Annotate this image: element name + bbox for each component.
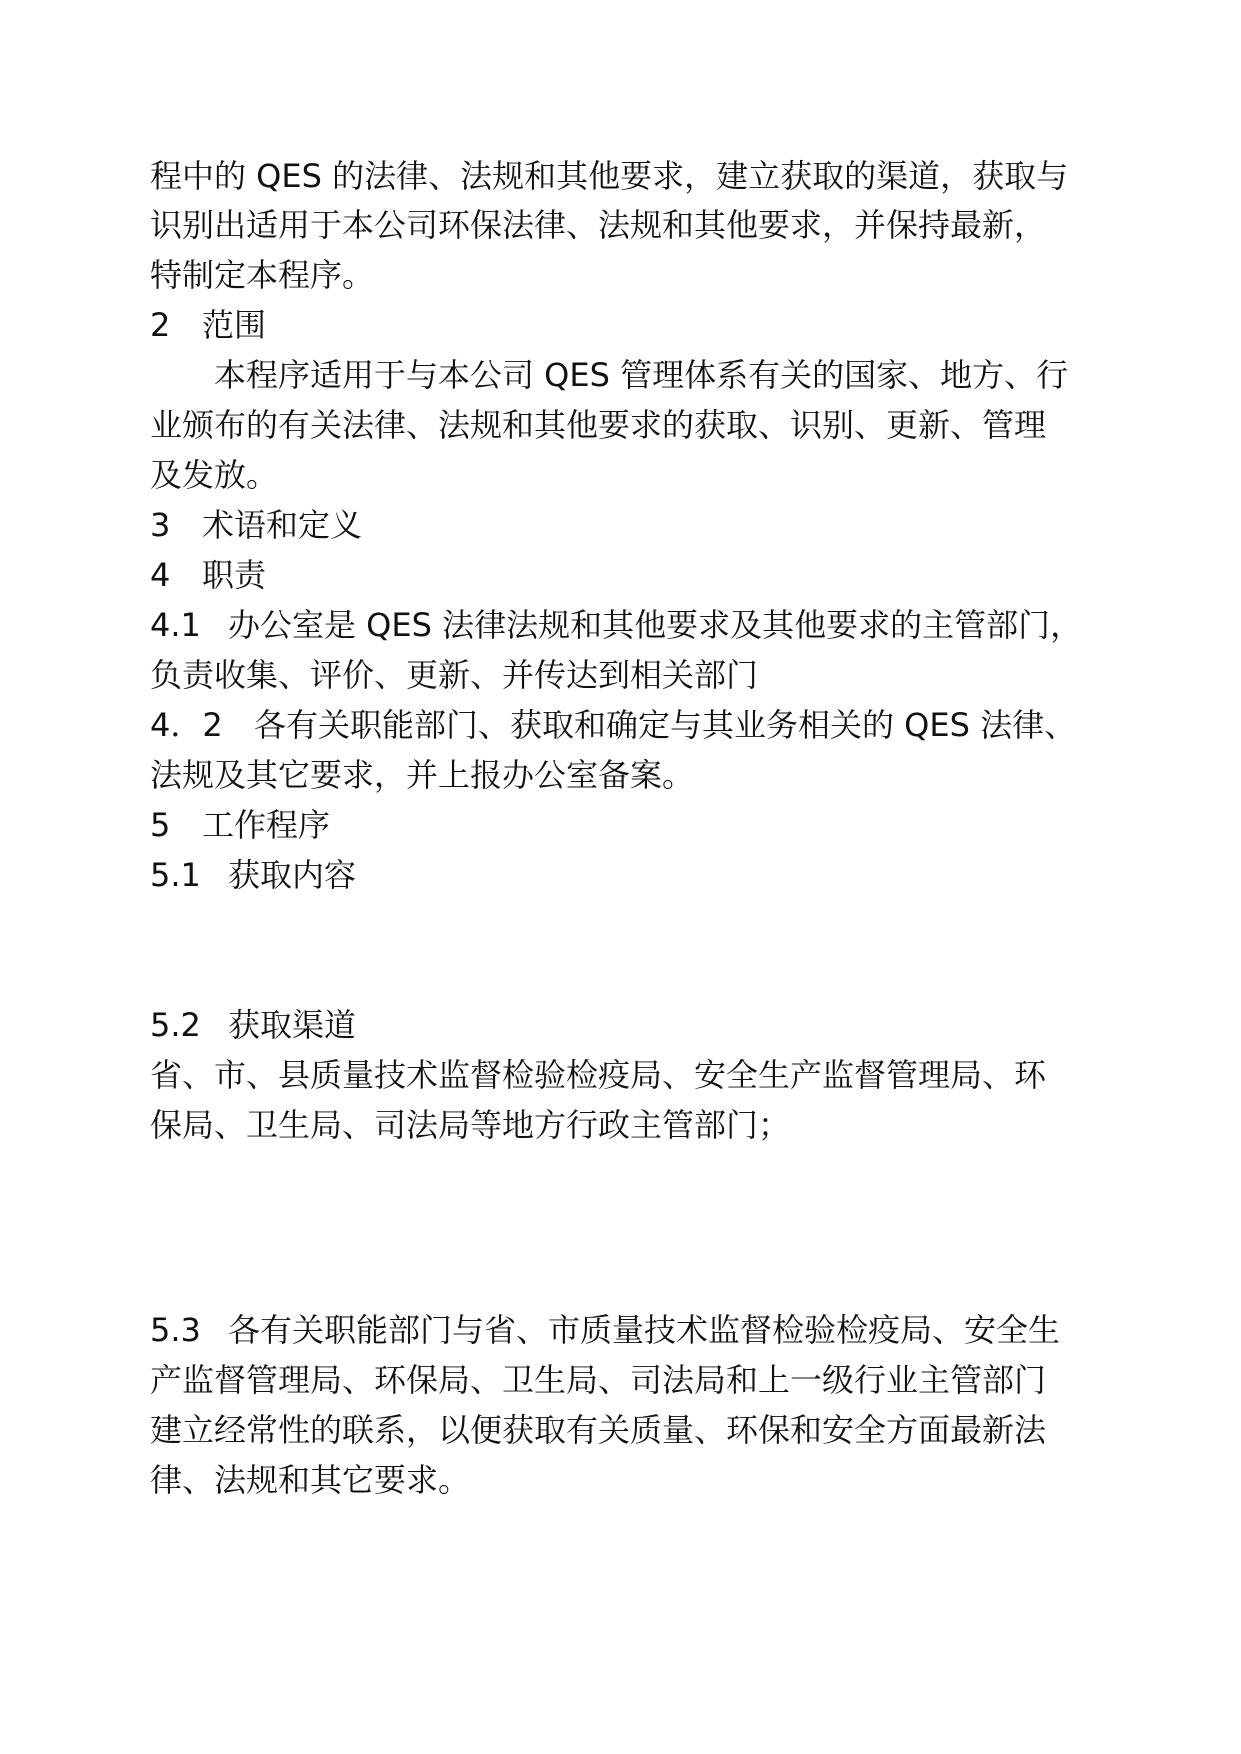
section-2-line-2: 业颁布的有关法律、法规和其他要求的获取、识别、更新、管理 xyxy=(150,406,1047,444)
section-4-2-number: 4．2 xyxy=(150,706,223,744)
section-5-3-line-2: 产监督管理局、环保局、卫生局、司法局和上一级行业主管部门 xyxy=(150,1361,1047,1399)
section-4-title: 职责 xyxy=(202,556,267,594)
section-2-title: 范围 xyxy=(202,306,267,344)
section-2-number: 2 xyxy=(150,306,171,344)
purpose-line-2: 识别出适用于本公司环保法律、法规和其他要求，并保持最新， xyxy=(150,206,1047,244)
section-5-2-title: 获取渠道 xyxy=(228,1006,357,1044)
section-4-number: 4 xyxy=(150,556,171,594)
section-2-heading xyxy=(150,305,266,345)
section-4-heading xyxy=(150,555,266,595)
section-5-3-line-3: 建立经常性的联系，以便获取有关质量、环保和安全方面最新法 xyxy=(150,1411,1047,1449)
section-3-number: 3 xyxy=(150,506,171,544)
section-4-1-line-1 xyxy=(150,605,1082,645)
section-5-2-number: 5.2 xyxy=(150,1006,201,1044)
section-4-2-line-2: 法规及其它要求，并上报办公室备案。 xyxy=(150,756,695,794)
section-5-1-heading xyxy=(150,855,356,895)
section-5-3-line-4: 律、法规和其它要求。 xyxy=(150,1461,471,1499)
section-5-2-heading xyxy=(150,1005,356,1045)
section-4-2-line-1 xyxy=(150,705,1076,745)
section-5-number: 5 xyxy=(150,806,171,844)
section-3-title: 术语和定义 xyxy=(202,506,363,544)
section-4-1-number: 4.1 xyxy=(150,606,201,644)
section-5-3-number: 5.3 xyxy=(150,1311,201,1349)
section-5-3-line-1 xyxy=(150,1310,1060,1350)
section-5-3-text: 各有关职能部门与省、市质量技术监督检验检疫局、安全生 xyxy=(228,1311,1061,1349)
section-5-title: 工作程序 xyxy=(202,806,331,844)
section-3-heading xyxy=(150,505,362,545)
section-4-1-line-2: 负责收集、评价、更新、并传达到相关部门 xyxy=(150,656,759,694)
section-5-1-title: 获取内容 xyxy=(228,856,357,894)
purpose-line-3: 特制定本程序。 xyxy=(150,256,375,294)
purpose-line-1: 程中的 QES 的法律、法规和其他要求，建立获取的渠道，获取与 xyxy=(150,157,1069,195)
section-5-heading xyxy=(150,805,330,845)
section-5-2-line-1: 省、市、县质量技术监督检验检疫局、安全生产监督管理局、环 xyxy=(150,1056,1047,1094)
section-4-2-text: 各有关职能部门、获取和确定与其业务相关的 QES 法律、 xyxy=(254,706,1077,744)
section-5-2-line-2: 保局、卫生局、司法局等地方行政主管部门； xyxy=(150,1106,791,1144)
section-2-line-1: 本程序适用于与本公司 QES 管理体系有关的国家、地方、行 xyxy=(214,356,1069,394)
section-4-1-text: 办公室是 QES 法律法规和其他要求及其他要求的主管部门， xyxy=(228,606,1083,644)
section-5-1-number: 5.1 xyxy=(150,856,201,894)
section-2-line-3: 及发放。 xyxy=(150,456,279,494)
